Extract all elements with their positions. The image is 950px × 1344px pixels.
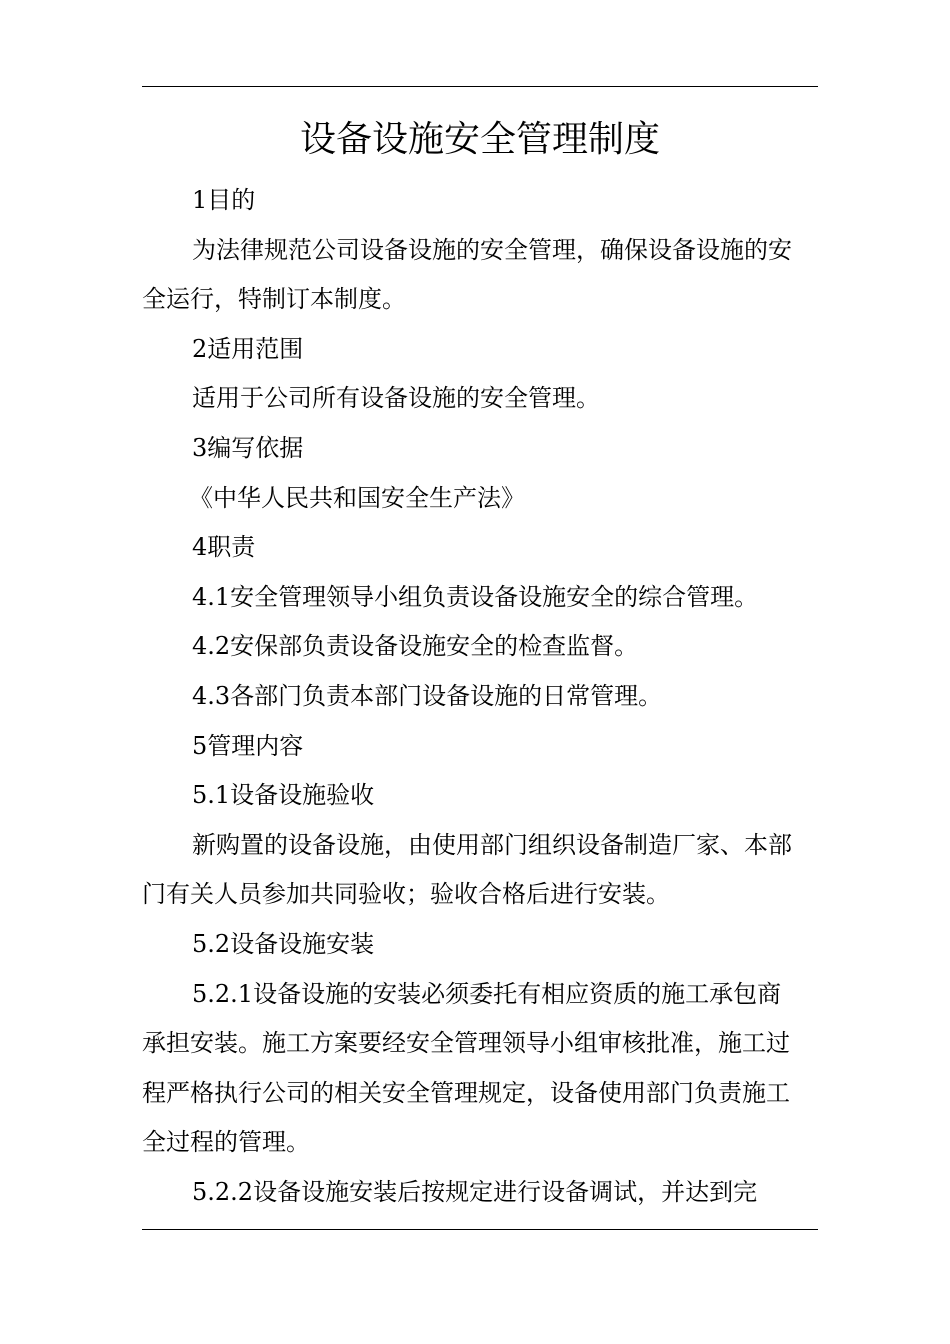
paragraph-line: 4.3各部门负责本部门设备设施的日常管理。 <box>192 681 663 710</box>
paragraph-line: 新购置的设备设施，由使用部门组织设备制造厂家、本部 <box>192 830 792 859</box>
section-heading-purpose: 1目的 <box>192 186 256 214</box>
section-heading-scope: 2适用范围 <box>192 334 304 363</box>
paragraph-line: 承担安装。施工方案要经安全管理领导小组审核批准，施工过 <box>142 1029 790 1058</box>
paragraph-line: 5.2.1设备设施的安装必须委托有相应资质的施工承包商 <box>192 979 782 1008</box>
footer-rule <box>142 1229 818 1230</box>
paragraph-line: 为法律规范公司设备设施的安全管理，确保设备设施的安 <box>192 235 792 264</box>
section-heading-duties: 4职责 <box>192 533 256 562</box>
paragraph-line: 全运行，特制订本制度。 <box>142 285 406 314</box>
document-body <box>142 176 822 1217</box>
paragraph-line: 5.2.2设备设施安装后按规定进行设备调试，并达到完 <box>192 1177 758 1206</box>
subsection-heading: 5.2设备设施安装 <box>192 929 375 958</box>
subsection-heading: 5.1设备设施验收 <box>192 781 375 810</box>
paragraph-line: 《中华人民共和国安全生产法》 <box>189 483 525 512</box>
header-rule <box>142 86 818 87</box>
paragraph-line: 4.1安全管理领导小组负责设备设施安全的综合管理。 <box>192 582 759 611</box>
section-heading-basis: 3编写依据 <box>192 433 304 462</box>
paragraph-line: 适用于公司所有设备设施的安全管理。 <box>192 384 600 413</box>
paragraph-line: 门有关人员参加共同验收；验收合格后进行安装。 <box>142 880 670 909</box>
paragraph-line: 4.2安保部负责设备设施安全的检查监督。 <box>192 632 639 661</box>
paragraph-line: 程严格执行公司的相关安全管理规定，设备使用部门负责施工 <box>142 1078 790 1107</box>
section-heading-management: 5管理内容 <box>192 731 304 760</box>
document-title: 设备设施安全管理制度 <box>299 119 660 160</box>
paragraph-line: 全过程的管理。 <box>142 1128 310 1157</box>
